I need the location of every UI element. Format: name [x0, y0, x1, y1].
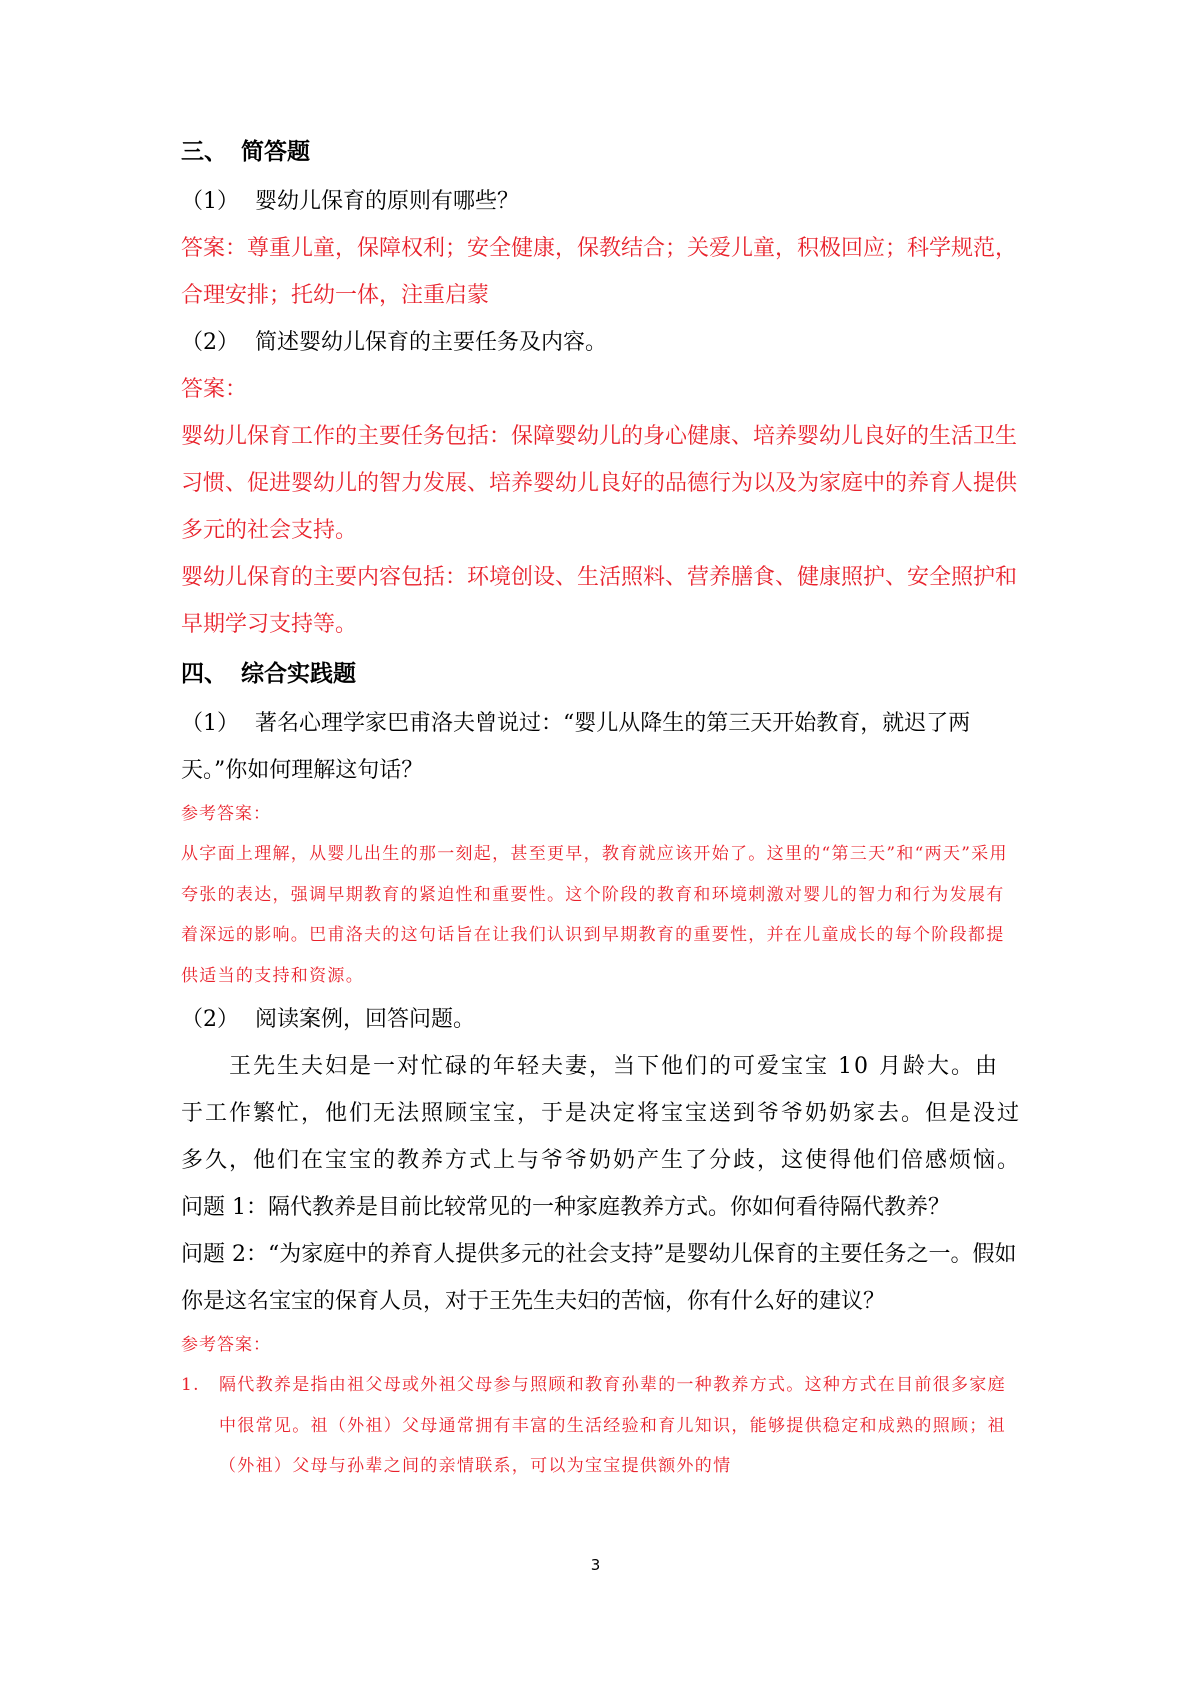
reference-answer-1: 从字面上理解，从婴儿出生的那一刻起，甚至更早，教育就应该开始了。这里的“第三天”和“两天”采用夸张的表达，强调早期教育的紧迫性和重要性。这个阶段的教育和环境刺激对婴儿的智力和行为发展有着深远的影响。巴甫洛夫的这句话旨在让我们认识到早期教育的重要性，并在儿童成长的每个阶段都提供适当的支持和资源。	[181, 844, 1008, 986]
answer-2-contents: 婴幼儿保育的主要内容包括：环境创设、生活照料、营养膳食、健康照护、安全照护和早期学习支持等。	[181, 565, 1018, 637]
question-number: （2）	[181, 1007, 239, 1032]
case-question-1: 问题 1：隔代教养是目前比较常见的一种家庭教养方式。你如何看待隔代教养？	[181, 1195, 950, 1220]
section-number: 四、	[181, 661, 227, 687]
question-text: 简述婴幼儿保育的主要任务及内容。	[255, 330, 608, 355]
section-title: 综合实践题	[241, 661, 356, 687]
question-1	[181, 178, 1021, 225]
question-number: （2）	[181, 330, 239, 355]
practice-question-1	[181, 700, 1021, 794]
case-study-text: 王先生夫妇是一对忙碌的年轻夫妻，当下他们的可爱宝宝 10 月龄大。由于工作繁忙，他们无法照顾宝宝，于是决定将宝宝送到爷爷奶奶家去。但是没过多久，他们在宝宝的教养方式上与爷爷奶奶产生了分歧，这使得他们倍感烦恼。	[181, 1054, 1022, 1173]
section-heading-practice	[181, 660, 1021, 688]
reference-answer-label: 参考答案：	[181, 804, 271, 824]
question-text: 阅读案例，回答问题。	[255, 1007, 476, 1032]
answer-2-tasks: 婴幼儿保育工作的主要任务包括：保障婴幼儿的身心健康、培养婴幼儿良好的生活卫生习惯、促进婴幼儿的智力发展、培养婴幼儿良好的品德行为以及为家庭中的养育人提供多元的社会支持。	[181, 424, 1018, 543]
page-content	[181, 138, 1021, 1487]
list-number: 1.	[181, 1375, 200, 1395]
reference-answer-label: 参考答案：	[181, 1335, 271, 1355]
case-question-2: 问题 2：“为家庭中的养育人提供多元的社会支持”是婴幼儿保育的主要任务之一。假如你是这名宝宝的保育人员，对于王先生夫妇的苦恼，你有什么好的建议？	[181, 1242, 1017, 1314]
practice-question-2	[181, 996, 1021, 1043]
reference-answer-list-item	[181, 1365, 1021, 1487]
question-text: 著名心理学家巴甫洛夫曾说过：“婴儿从降生的第三天开始教育，就迟了两天。”你如何理解这句话？	[181, 711, 971, 783]
question-2	[181, 319, 1021, 366]
section-heading-short-answer	[181, 138, 1021, 166]
question-number: （1）	[181, 189, 239, 214]
list-item-text: 隔代教养是指由祖父母或外祖父母参与照顾和教育孙辈的一种教养方式。这种方式在目前很多家庭中很常见。祖（外祖）父母通常拥有丰富的生活经验和育儿知识，能够提供稳定和成熟的照顾；祖（外祖）父母与孙辈之间的亲情联系，可以为宝宝提供额外的情	[219, 1375, 1006, 1476]
question-number: （1）	[181, 711, 239, 736]
question-text: 婴幼儿保育的原则有哪些？	[255, 189, 520, 214]
section-number: 三、	[181, 139, 227, 165]
answer-1: 答案：尊重儿童，保障权利；安全健康，保教结合；关爱儿童，积极回应；科学规范，合理安排；托幼一体，注重启蒙	[181, 236, 1018, 308]
section-title: 简答题	[241, 139, 310, 165]
answer-2-label: 答案：	[181, 377, 248, 402]
page-number: 3	[590, 1556, 601, 1574]
